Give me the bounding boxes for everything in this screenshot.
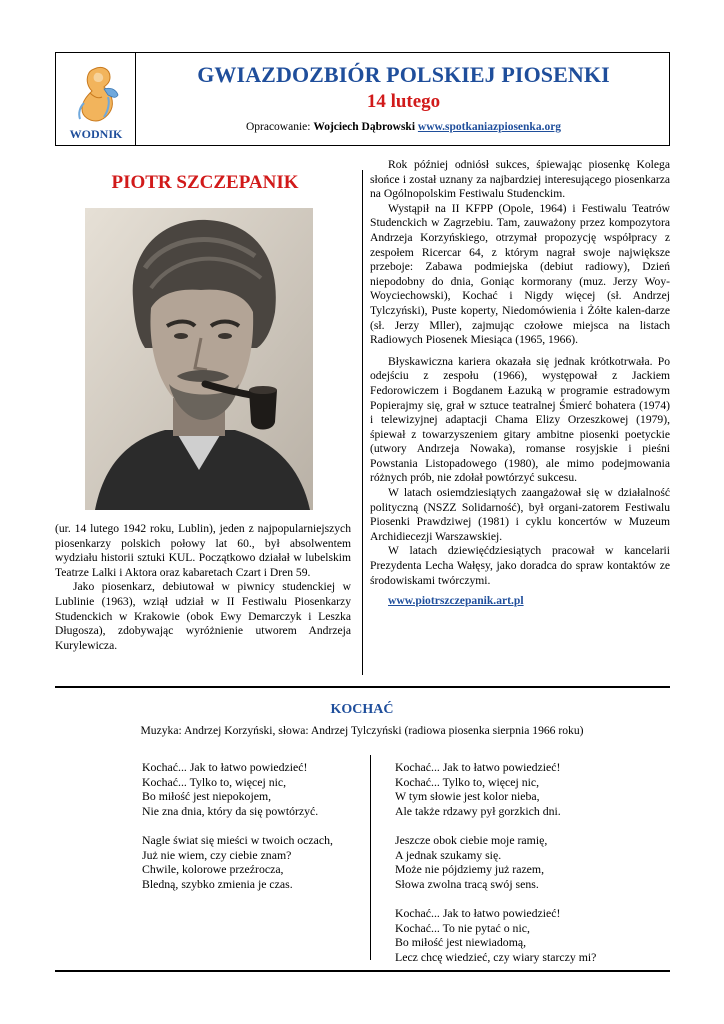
lyric-line: Nagle świat się mieści w twoich oczach, — [142, 832, 333, 847]
section-divider — [55, 686, 670, 688]
bio-left-column — [55, 522, 351, 653]
lyric-line: Nie zna dnia, który da się powtórzyć. — [142, 803, 319, 818]
lyrics-stanza — [395, 833, 655, 891]
lyric-line: Jeszcze obok ciebie moje ramię, — [395, 832, 548, 847]
portrait-illustration — [85, 208, 313, 510]
artist-photo — [85, 208, 313, 510]
page-bottom-rule — [55, 970, 670, 972]
song-credit: Muzyka: Andrzej Korzyński, słowa: Andrzej Tylczyński (radiowa piosenka sierpnia 1966 roku) — [140, 724, 584, 737]
lyrics-stanza — [395, 760, 655, 818]
lyrics-divider — [370, 755, 371, 960]
song-title: KOCHAĆ — [330, 702, 394, 717]
page-title: GWIAZDOZBIÓR POLSKIEJ PIOSENKI — [197, 62, 610, 87]
lyrics-stanza — [395, 906, 655, 964]
bio-right-column — [370, 158, 670, 609]
lyric-line: A jednak szukamy się. — [395, 847, 502, 862]
lyric-line: Kochać... Jak to łatwo powiedzieć! — [142, 760, 308, 774]
artist-name: PIOTR SZCZEPANIK — [111, 172, 299, 193]
lyrics-stanza — [142, 833, 367, 891]
page-header — [55, 52, 670, 146]
zodiac-logo — [56, 53, 136, 145]
lyric-line: Kochać... Tylko to, więcej nic, — [395, 774, 540, 789]
bio-paragraph: Rok później odniósł sukces, śpiewając piosenkę Kolega słońce i został uznany za najbardziej interesującego piosenkarza na Ogólnopolskim Festiwalu Studenckim. — [370, 158, 670, 201]
bio-paragraph: Wystąpił na II KFPP (Opole, 1964) i Festiwalu Teatrów Studenckich w Zagrzebiu. Tam, zauważony przez kompozytora Andrzeja Korzyńskiego, otrzymał propozycję współpracy z zespołem Ricercar 64, z którym nagrał swoje największe przeboje: Zabawa podmiejska (debiut radiowy), Dzień niepodobny do dnia, Goniąc kormorany (muz. Jerzy Woy-Woyciechowski), Kochać i Nigdy więcej (sł. Andrzej Tylczyński), Puste koperty, Niedomówienia i Żółte kalen-darze (sł. Jerzy Mller), zajmując czołowe miejsca na listach Radiowych Piosenek Miesiąca (1965, 1966). — [370, 201, 670, 347]
page-date: 14 lutego — [366, 91, 441, 112]
bio-paragraph: Błyskawiczna kariera okazała się jednak krótkotrwała. Po odejściu z zespołu (1966), występował z Jackiem Fedorowiczem i Bogdanem Łazuką w programie estradowym Popierajmy się, grał w sztuce teatralnej Śmierć bohatera (1974) i telewizyjnej adaptacji Chama Elizy Orzeszkowej (1979), śpiewał z towarzyszeniem gitary ambitne piosenki poetyckie (utwory Andrzeja Nowaka), romanse rosyjskie i pieśni Powstania Listopadowego (1980), ale mimo podejmowania różnych prób, nie zdołał powtórzyć sukcesu. — [370, 354, 670, 485]
credit-prefix: Opracowanie: — [245, 121, 314, 133]
lyrics-right-column — [395, 760, 655, 979]
aquarius-figure-icon — [74, 63, 120, 125]
bio-paragraph: (ur. 14 lutego 1942 roku, Lublin), jeden z najpopularniejszych piosenkarzy polskich połowy lat 60., był absolwentem wydziału historii sztuki KUL. Początkowo działał w lubelskim Teatrze Lalki i Aktora oraz kabaretach Czart i Dren 59. — [55, 522, 351, 579]
lyric-line: Kochać... Jak to łatwo powiedzieć! — [395, 760, 561, 774]
lyric-line: Kochać... Tylko to, więcej nic, — [142, 774, 287, 789]
bio-paragraph: Jako piosenkarz, debiutował w piwnicy studenckiej w Lublinie (1963), wziął udział w II Festiwalu Piosenkarzy Studenckich w Krakowie (obok Ewy Demarczyk i Leszka Długosza), zdobywając wyróżnienie utworem Andrzeja Kurylewicza. — [55, 580, 351, 652]
website-link[interactable]: www.spotkaniazpiosenka.org — [417, 121, 562, 133]
lyric-line: Bo miłość jest niepokojem, — [142, 789, 272, 804]
lyrics-left-column — [142, 760, 367, 906]
column-divider — [362, 170, 363, 675]
credit-line — [138, 121, 669, 133]
lyric-line: Już nie wiem, czy ciebie znam? — [142, 847, 292, 862]
lyrics-stanza — [142, 760, 367, 818]
lyric-line: Kochać... Jak to łatwo powiedzieć! — [395, 905, 561, 920]
author-name: Wojciech Dąbrowski — [313, 121, 416, 133]
lyric-line: Bledną, szybko zmienia je czas. — [142, 876, 293, 891]
bio-paragraph: W latach osiemdziesiątych zaangażował się w działalność polityczną (NSZZ Solidarność), był organi-zatorem Festiwalu Piosenki Prawdziwej (1981) i cyklu koncertów w Muzeum Archidiecezji Warszawskiej. — [370, 486, 670, 543]
lyric-line: Może nie pójdziemy już razem, — [395, 862, 545, 877]
lyric-line: Ale także rdzawy pył gorzkich dni. — [395, 803, 561, 818]
lyric-line: Lecz chcę wiedzieć, czy wiary starczy mi? — [395, 949, 597, 964]
artist-website-link[interactable]: www.piotrszczepanik.art.pl — [388, 594, 524, 608]
bio-paragraph: W latach dziewięćdziesiątych pracował w kancelarii Prezydenta Lecha Wałęsy, jako doradca do spraw kontaktów ze środowiskami twórczymi. — [370, 544, 670, 587]
lyric-line: Bo miłość jest niewiadomą, — [395, 935, 527, 950]
lyric-line: Kochać... To nie pytać o nic, — [395, 920, 530, 935]
lyric-line: W tym słowie jest kolor nieba, — [395, 789, 540, 804]
lyric-line: Słowa zwolna tracą swój sens. — [395, 876, 539, 891]
zodiac-sign-label: WODNIK — [69, 127, 123, 141]
lyric-line: Chwile, kolorowe przeźrocza, — [142, 862, 284, 877]
